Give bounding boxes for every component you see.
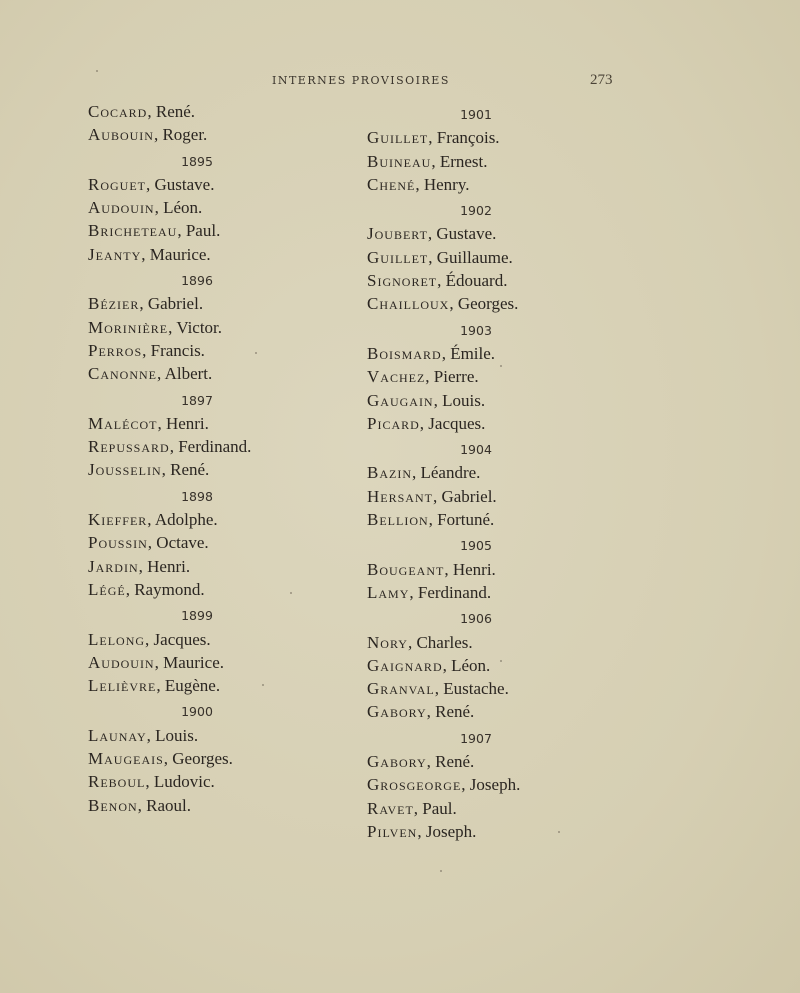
surname: Lelièvre xyxy=(88,676,157,696)
given-name: Ludovic. xyxy=(153,772,215,792)
given-name: Gustave. xyxy=(436,224,497,244)
intern-entry: Ravet, Paul. xyxy=(367,798,457,818)
page-number: 273 xyxy=(590,72,613,88)
intern-entry: Joubert, Gustave. xyxy=(367,224,497,244)
surname: Jardin xyxy=(88,556,139,576)
year-heading: 1906 xyxy=(460,611,492,627)
given-name: Gabriel. xyxy=(147,294,204,314)
given-name: René. xyxy=(435,752,475,772)
given-name: Eustache. xyxy=(443,679,509,699)
intern-entry: Bazin, Léandre. xyxy=(367,463,481,483)
surname: Bougeant xyxy=(367,559,445,579)
surname: Audouin xyxy=(88,198,155,218)
surname: Malécot xyxy=(88,413,158,433)
year-heading: 1899 xyxy=(181,608,213,624)
year-heading: 1903 xyxy=(460,322,492,338)
given-name: Ernest. xyxy=(439,151,488,171)
left-column xyxy=(88,100,288,817)
surname: Guillet xyxy=(367,247,429,267)
surname: Ravet xyxy=(367,798,414,818)
given-name: Georges. xyxy=(172,749,233,769)
given-name: Fortuné. xyxy=(437,510,495,530)
intern-entry: Chené, Henry. xyxy=(367,174,470,194)
given-name: Henri. xyxy=(165,413,209,433)
surname: Repussard xyxy=(88,437,170,457)
year-heading: 1898 xyxy=(181,488,213,504)
surname: Signoret xyxy=(367,271,438,291)
intern-entry: Perros, Francis. xyxy=(88,340,205,360)
given-name: Louis. xyxy=(442,390,486,410)
surname: Gabory xyxy=(367,702,427,722)
intern-entry: Lelong, Jacques. xyxy=(88,629,211,649)
paper-speck xyxy=(255,352,257,354)
year-heading: 1895 xyxy=(181,153,213,169)
running-head xyxy=(0,74,800,94)
surname: Chené xyxy=(367,174,416,194)
given-name: Henri. xyxy=(147,556,191,576)
given-name: René. xyxy=(155,102,196,121)
surname: Cocard xyxy=(88,102,148,121)
surname: Vachez xyxy=(367,367,426,387)
intern-entry: Audouin, Maurice. xyxy=(88,652,224,672)
intern-entry: Gaignard, Léon. xyxy=(367,655,491,675)
given-name: Victor. xyxy=(176,317,223,337)
left-column-list xyxy=(88,100,288,817)
given-name: Joseph. xyxy=(469,775,521,795)
surname: Légé xyxy=(88,579,126,599)
intern-entry: Lelièvre, Eugène. xyxy=(88,676,221,696)
given-name: Francis. xyxy=(150,340,205,360)
given-name: Eugène. xyxy=(164,676,221,696)
intern-entry: Gabory, René. xyxy=(367,752,475,772)
intern-entry: Gaugain, Louis. xyxy=(367,390,486,410)
given-name: Maurice. xyxy=(163,652,224,672)
surname: Kieffer xyxy=(88,510,148,530)
year-heading: 1902 xyxy=(460,203,492,219)
given-name: Paul. xyxy=(422,798,457,818)
intern-entry: Aubouin, Roger. xyxy=(88,125,208,145)
given-name: Léandre. xyxy=(420,463,481,483)
given-name: René. xyxy=(435,702,475,722)
intern-entry: Malécot, Henri. xyxy=(88,413,209,433)
paper-speck xyxy=(500,365,502,367)
paper-speck xyxy=(96,70,98,72)
surname: Lamy xyxy=(367,582,410,602)
surname: Maugeais xyxy=(88,749,164,769)
surname: Pilven xyxy=(367,821,418,841)
intern-entry: Bézier, Gabriel. xyxy=(88,294,204,314)
surname: Guillet xyxy=(367,128,429,148)
right-column-list xyxy=(367,100,567,843)
surname: Buineau xyxy=(367,151,432,171)
surname: Bazin xyxy=(367,463,412,483)
intern-entry: Gabory, René. xyxy=(367,702,475,722)
intern-entry: Reboul, Ludovic. xyxy=(88,772,215,792)
surname: Aubouin xyxy=(88,125,154,145)
intern-entry: Grosgeorge, Joseph. xyxy=(367,775,521,795)
paper-speck xyxy=(440,870,442,872)
given-name: Guillaume. xyxy=(436,247,513,267)
given-name: Édouard. xyxy=(445,271,508,291)
intern-entry: Granval, Eustache. xyxy=(367,679,509,699)
given-name: Léon. xyxy=(451,655,491,675)
given-name: Henry. xyxy=(423,174,470,194)
year-heading: 1901 xyxy=(460,107,492,122)
surname: Reboul xyxy=(88,772,146,792)
intern-entry: Repussard, Ferdinand. xyxy=(88,437,252,457)
intern-entry: Hersant, Gabriel. xyxy=(367,486,497,506)
given-name: Ferdinand. xyxy=(178,437,252,457)
year-heading: 1905 xyxy=(460,538,492,554)
given-name: Paul. xyxy=(185,221,221,241)
intern-entry: Légé, Raymond. xyxy=(88,579,205,599)
surname: Boismard xyxy=(367,343,442,363)
paper-speck xyxy=(500,660,502,662)
surname: Bricheteau xyxy=(88,221,178,241)
surname: Gaugain xyxy=(367,390,434,410)
surname: Gabory xyxy=(367,752,427,772)
given-name: Adolphe. xyxy=(154,510,218,530)
given-name: Gabriel. xyxy=(441,486,497,506)
year-heading: 1897 xyxy=(181,392,213,408)
surname: Poussin xyxy=(88,533,148,553)
surname: Gaignard xyxy=(367,655,443,675)
surname: Grosgeorge xyxy=(367,775,462,795)
intern-entry: Launay, Louis. xyxy=(88,725,199,745)
given-name: Raymond. xyxy=(134,579,205,599)
intern-entry: Jeanty, Maurice. xyxy=(88,244,211,264)
intern-entry: Guillet, Guillaume. xyxy=(367,247,513,267)
surname: Benon xyxy=(88,795,138,815)
given-name: Maurice. xyxy=(149,244,211,264)
intern-entry: Bricheteau, Paul. xyxy=(88,221,221,241)
given-name: Jacques. xyxy=(153,629,211,649)
intern-entry: Poussin, Octave. xyxy=(88,533,209,553)
intern-entry: Guillet, François. xyxy=(367,128,500,148)
paper-speck xyxy=(290,592,292,594)
year-heading: 1900 xyxy=(181,704,213,720)
year-heading: 1896 xyxy=(181,273,213,289)
intern-entry: Signoret, Édouard. xyxy=(367,271,508,291)
intern-entry: Benon, Raoul. xyxy=(88,795,192,815)
year-heading: 1904 xyxy=(460,442,492,458)
given-name: Jacques. xyxy=(428,413,486,433)
given-name: Georges. xyxy=(457,294,519,314)
intern-entry: Kieffer, Adolphe. xyxy=(88,510,218,530)
given-name: Pierre. xyxy=(433,367,479,387)
intern-entry: Chailloux, Georges. xyxy=(367,294,519,314)
intern-entry: Bougeant, Henri. xyxy=(367,559,496,579)
year-heading: 1907 xyxy=(460,730,492,746)
surname: Bellion xyxy=(367,510,429,530)
given-name: Gustave. xyxy=(154,174,215,194)
surname: Audouin xyxy=(88,652,155,672)
intern-entry: Canonne, Albert. xyxy=(88,364,213,384)
intern-entry: Maugeais, Georges. xyxy=(88,749,233,769)
surname: Morinière xyxy=(88,317,169,337)
surname: Jeanty xyxy=(88,244,142,264)
intern-entry: Vachez, Pierre. xyxy=(367,367,479,387)
given-name: Ferdinand. xyxy=(417,582,492,602)
intern-entry: Buineau, Ernest. xyxy=(367,151,488,171)
surname: Launay xyxy=(88,725,147,745)
surname: Picard xyxy=(367,413,420,433)
given-name: Léon. xyxy=(163,198,203,218)
surname: Perros xyxy=(88,340,143,360)
intern-entry: Jousselin, René. xyxy=(88,460,210,480)
surname: Nory xyxy=(367,632,408,652)
intern-entry: Bellion, Fortuné. xyxy=(367,510,495,530)
intern-entry: Morinière, Victor. xyxy=(88,317,223,337)
given-name: Charles. xyxy=(416,632,473,652)
intern-entry: Audouin, Léon. xyxy=(88,198,203,218)
surname: Lelong xyxy=(88,629,146,649)
given-name: Raoul. xyxy=(146,795,192,815)
intern-entry: Picard, Jacques. xyxy=(367,413,486,433)
running-title: INTERNES PROVISOIRES xyxy=(272,74,450,87)
surname: Joubert xyxy=(367,224,428,244)
given-name: Henri. xyxy=(452,559,496,579)
surname: Jousselin xyxy=(88,460,162,480)
intern-entry: Jardin, Henri. xyxy=(88,556,191,576)
given-name: René. xyxy=(170,460,210,480)
intern-entry: Boismard, Émile. xyxy=(367,343,496,363)
given-name: Albert. xyxy=(164,364,213,384)
intern-entry: Nory, Charles. xyxy=(367,632,473,652)
given-name: François. xyxy=(436,128,500,148)
surname: Hersant xyxy=(367,486,433,506)
intern-entry: Roguet, Gustave. xyxy=(88,174,215,194)
given-name: Joseph. xyxy=(425,821,477,841)
surname: Chailloux xyxy=(367,294,450,314)
given-name: Octave. xyxy=(156,533,209,553)
surname: Bézier xyxy=(88,294,140,314)
intern-entry: Pilven, Joseph. xyxy=(367,821,477,841)
surname: Roguet xyxy=(88,174,146,194)
intern-entry: Cocard, René. xyxy=(88,102,196,121)
paper-speck xyxy=(262,684,264,686)
given-name: Louis. xyxy=(155,725,199,745)
intern-entry: Lamy, Ferdinand. xyxy=(367,582,492,602)
right-column xyxy=(367,100,567,843)
surname: Granval xyxy=(367,679,435,699)
given-name: Émile. xyxy=(450,343,496,363)
paper-speck xyxy=(558,831,560,833)
given-name: Roger. xyxy=(162,125,208,145)
surname: Canonne xyxy=(88,364,157,384)
